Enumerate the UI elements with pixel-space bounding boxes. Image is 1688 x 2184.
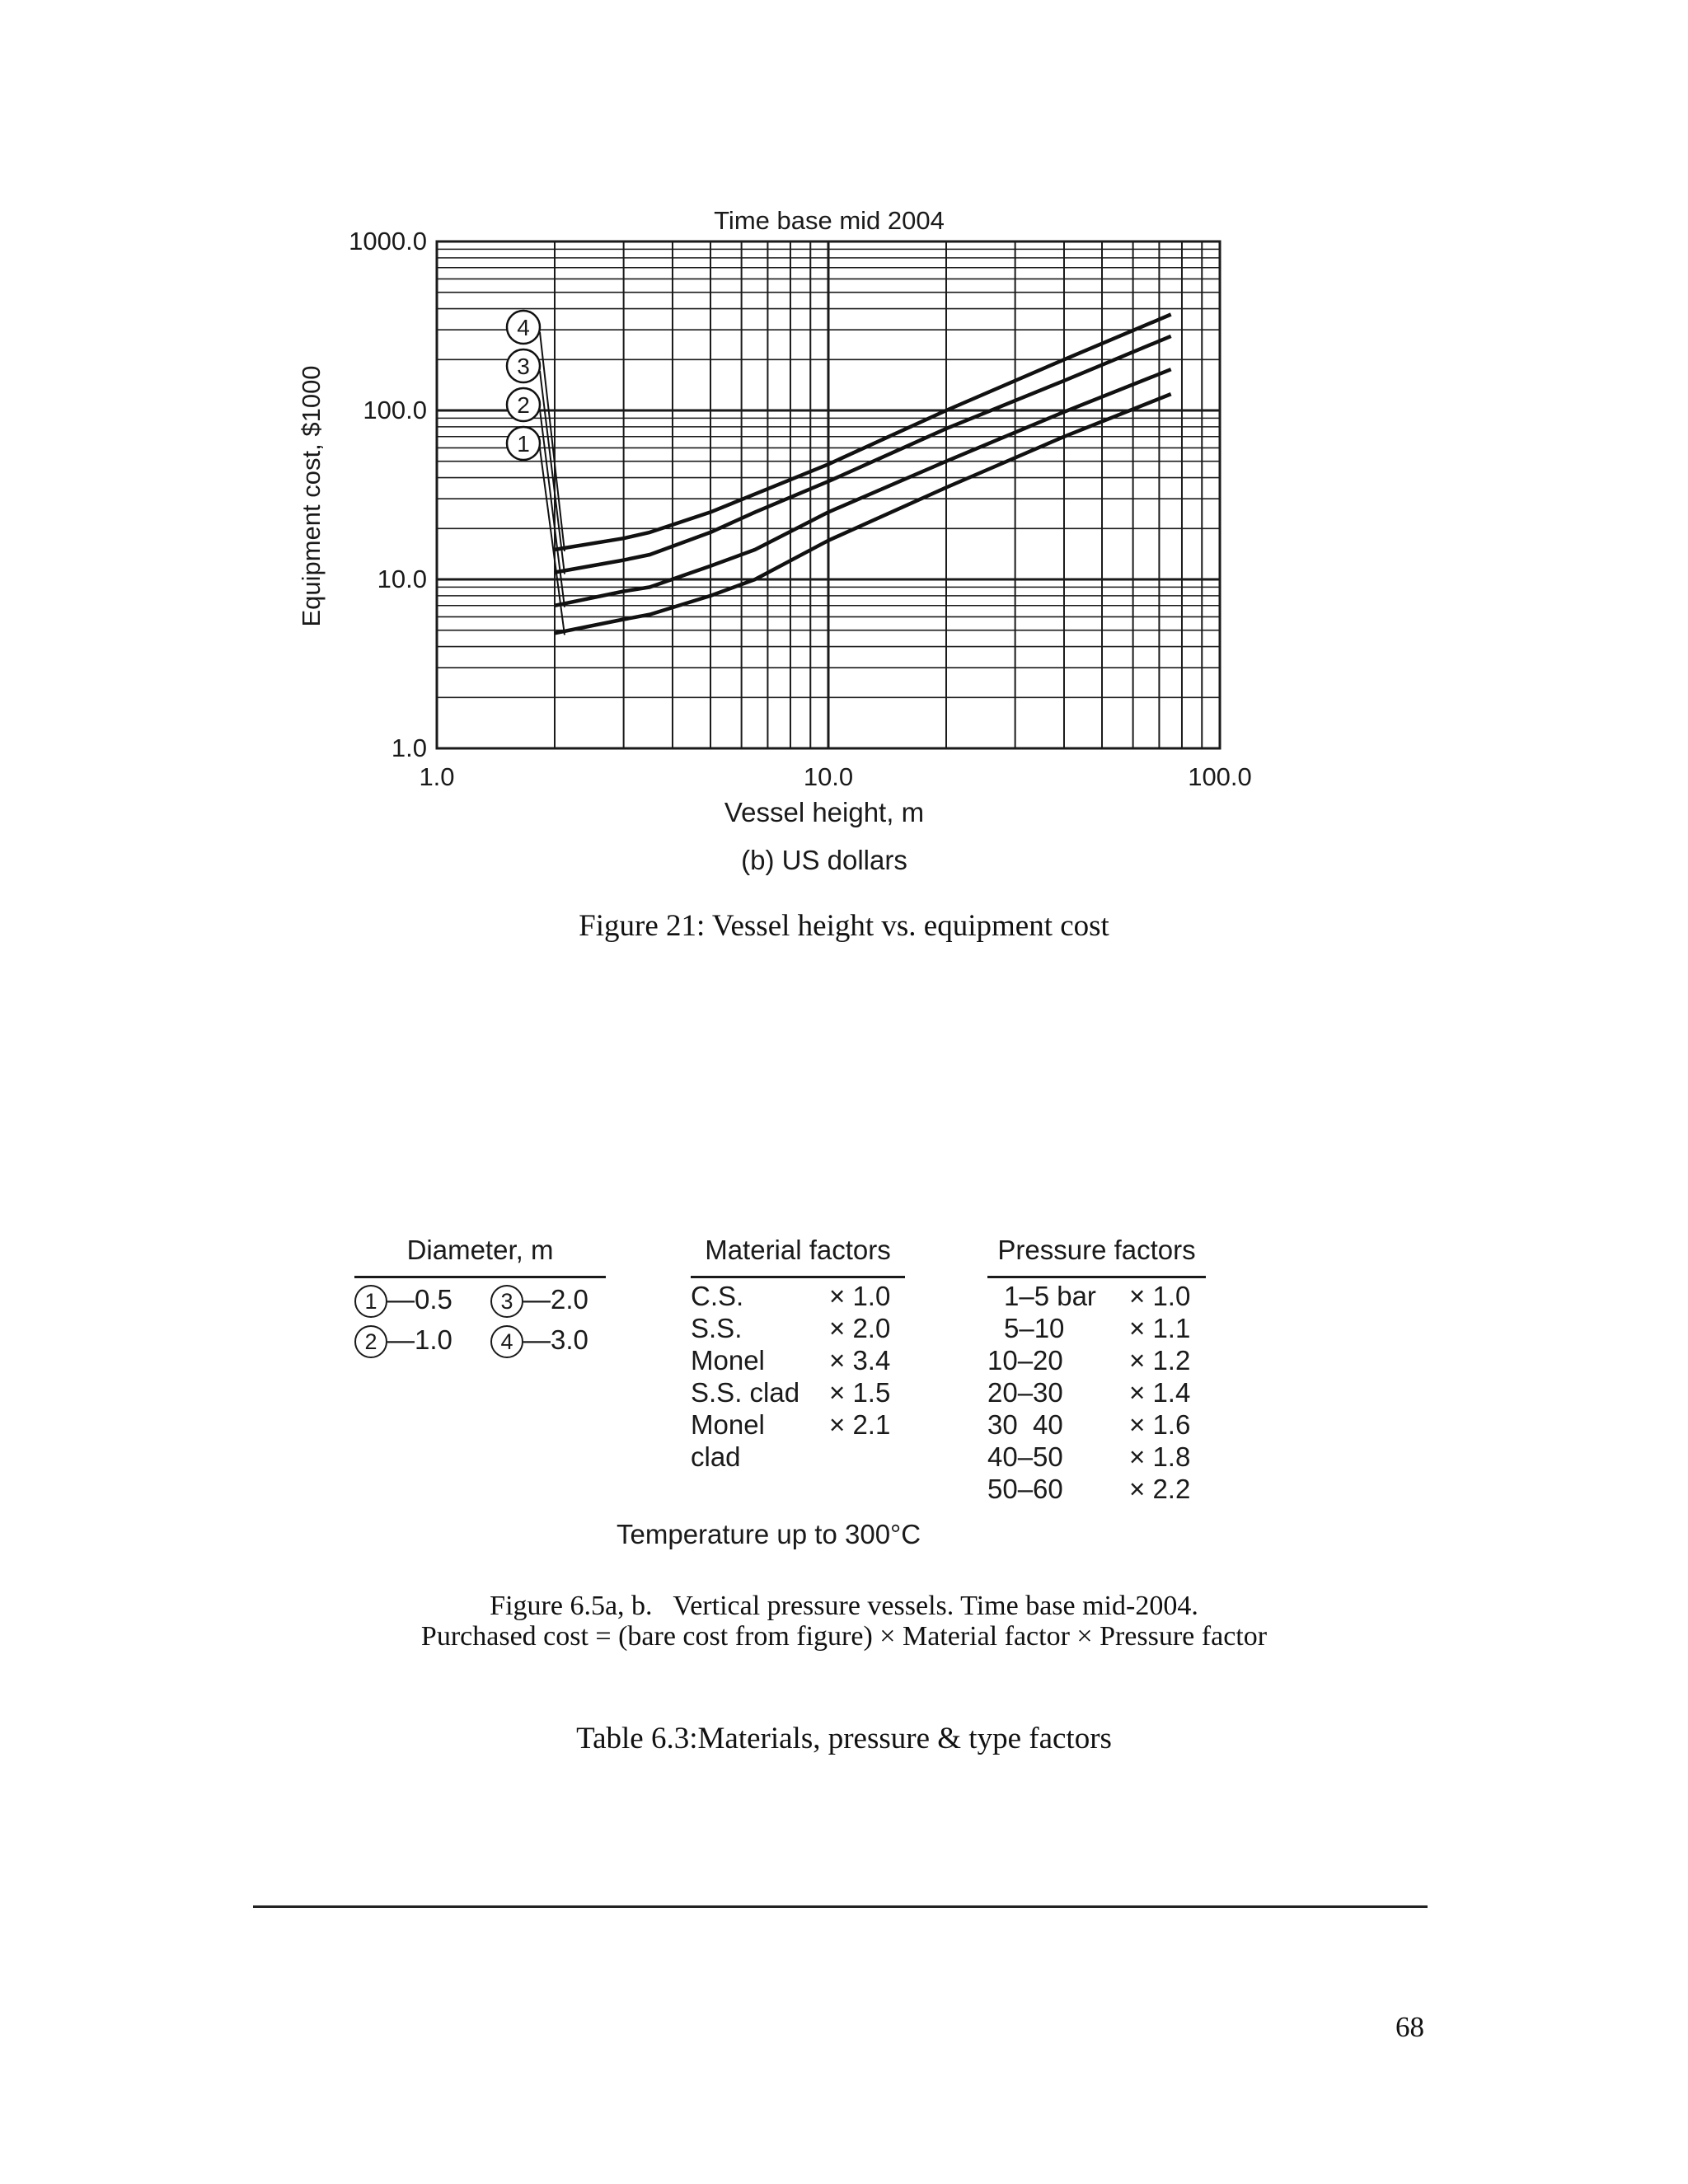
x-tick-label: 10.0 (803, 762, 854, 791)
material-factor: × 2.1 (829, 1409, 891, 1440)
figure-6-5-label: Figure 6.5a, b. (490, 1591, 653, 1621)
material-row (691, 1313, 905, 1344)
material-factors-header: Material factors (705, 1235, 891, 1265)
diameter-value: —2.0 (523, 1284, 588, 1315)
purchased-cost-formula: Purchased cost = (bare cost from figure) × Material factor × Pressure factor (420, 1621, 1268, 1652)
material-row (691, 1345, 905, 1376)
material-factor: × 2.0 (829, 1313, 891, 1343)
material-factor: × 1.5 (829, 1377, 891, 1408)
series-4-marker-label: 4 (517, 315, 530, 340)
diameter-value: —1.0 (387, 1324, 452, 1355)
x-tick-label: 1.0 (419, 762, 455, 791)
x-tick-label: 100.0 (1188, 762, 1252, 791)
diameter-entry (490, 1324, 588, 1358)
series-3-line (555, 336, 1171, 573)
series-3-marker-label: 3 (517, 354, 530, 379)
pressure-range: 50–60 (987, 1474, 1063, 1504)
series-2-marker-label: 2 (517, 392, 530, 418)
material-row (691, 1409, 905, 1441)
pressure-range: 30 40 (987, 1409, 1063, 1440)
material-factor: × 1.0 (829, 1281, 891, 1311)
pressure-factor: × 1.4 (1129, 1377, 1191, 1408)
y-tick-label: 100.0 (363, 396, 427, 424)
diameter-header: Diameter, m (406, 1235, 554, 1265)
material-name: S.S. (691, 1313, 743, 1343)
y-axis-label: Equipment cost, $1000 (297, 365, 326, 627)
page-number: 68 (1395, 2011, 1424, 2043)
chart-tick-labels (349, 227, 1252, 791)
figure-6-5-caption (0, 1591, 1688, 1622)
vessel-cost-chart (297, 198, 1286, 898)
series-3-marker-icon: 3 (490, 1285, 523, 1318)
y-tick-label: 1.0 (391, 733, 427, 762)
pressure-factor: × 1.6 (1129, 1409, 1191, 1440)
chart-title: Time base mid 2004 (714, 206, 945, 235)
pressure-factor: × 2.2 (1129, 1474, 1191, 1504)
diameter-value: —0.5 (387, 1284, 452, 1315)
material-name: C.S. (691, 1281, 744, 1311)
series-4-marker-icon: 4 (490, 1325, 523, 1358)
pressure-range: 20–30 (987, 1377, 1063, 1408)
material-name: S.S. clad (691, 1377, 800, 1408)
material-row (691, 1377, 905, 1408)
pressure-range: 40–50 (987, 1441, 1063, 1472)
pressure-range: 10–20 (987, 1345, 1063, 1376)
y-tick-label: 10.0 (377, 565, 427, 593)
series-1-marker-label: 1 (517, 431, 530, 457)
diameter-value: —3.0 (523, 1324, 588, 1355)
pressure-factors-header: Pressure factors (997, 1235, 1196, 1265)
chart-series (555, 315, 1171, 634)
series-1-line (555, 394, 1171, 633)
figure-21-caption: Figure 21: Vessel height vs. equipment cost (579, 909, 1109, 943)
pressure-factor: × 1.2 (1129, 1345, 1191, 1376)
figure-6-5-text: Vertical pressure vessels. Time base mid-2004. (673, 1591, 1198, 1621)
chart-subtitle: (b) US dollars (741, 845, 907, 875)
material-name: Monel (691, 1345, 765, 1376)
diameter-entry (354, 1324, 452, 1358)
material-name: Monel (691, 1409, 765, 1440)
table-6-3-caption: Table 6.3:Materials, pressure & type factors (576, 1722, 1112, 1755)
material-name: clad (691, 1441, 741, 1472)
y-tick-label: 1000.0 (349, 227, 427, 255)
material-header-rule (691, 1276, 905, 1278)
series-2-marker-icon: 2 (354, 1325, 387, 1358)
temperature-note: Temperature up to 300°C (617, 1519, 921, 1549)
material-row (691, 1281, 905, 1312)
pressure-factor: × 1.1 (1129, 1313, 1191, 1343)
diameter-entry (490, 1284, 588, 1318)
pressure-factor: × 1.0 (1129, 1281, 1191, 1311)
pressure-range: 1–5 bar (1004, 1281, 1096, 1311)
diameter-entry (354, 1284, 452, 1318)
series-2-line (555, 369, 1171, 606)
pressure-factor: × 1.8 (1129, 1441, 1191, 1472)
diameter-header-rule (354, 1276, 606, 1278)
footer-rule (253, 1905, 1428, 1908)
pressure-header-rule (987, 1276, 1206, 1278)
material-row (691, 1441, 905, 1473)
x-axis-label: Vessel height, m (724, 797, 925, 827)
pressure-range: 5–10 (1004, 1313, 1065, 1343)
series-1-marker-icon: 1 (354, 1285, 387, 1318)
material-factor: × 3.4 (829, 1345, 891, 1376)
